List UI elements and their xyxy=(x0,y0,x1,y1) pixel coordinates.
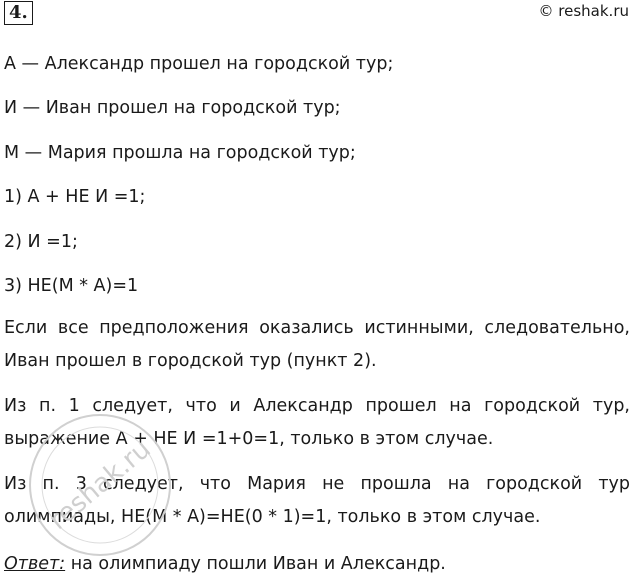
answer-text: на олимпиаду пошли Иван и Александр. xyxy=(65,554,446,574)
answer-label: Ответ: xyxy=(4,554,66,574)
paragraph-conclusion: Если все предположения оказались истинными, следовательно, Иван прошел в городской тур (пункт 2). xyxy=(4,318,630,371)
definition-a: А — Александр прошел на городской тур; xyxy=(4,54,394,74)
condition-3: 3) НЕ(М * А)=1 xyxy=(4,276,139,296)
definition-m: М — Мария прошла на городской тур; xyxy=(4,143,356,163)
answer-line xyxy=(4,553,446,575)
paragraph-point-3: Из п. 3 следует, что Мария не прошла на городской тур олимпиады, НЕ(М * А)=НЕ(0 * 1)=1, только в этом случае. xyxy=(4,474,630,527)
task-number-box: 4. xyxy=(4,1,33,25)
condition-2: 2) И =1; xyxy=(4,232,78,252)
watermark-text: reshak.ru xyxy=(43,434,157,536)
condition-1: 1) А + НЕ И =1; xyxy=(4,187,146,207)
copyright-text: © reshak.ru xyxy=(538,2,629,20)
paragraph-point-1: Из п. 1 следует, что и Александр прошел на городской тур, выражение А + НЕ И =1+0=1, только в этом случае. xyxy=(4,396,630,449)
definition-i: И — Иван прошел на городской тур; xyxy=(4,98,341,118)
